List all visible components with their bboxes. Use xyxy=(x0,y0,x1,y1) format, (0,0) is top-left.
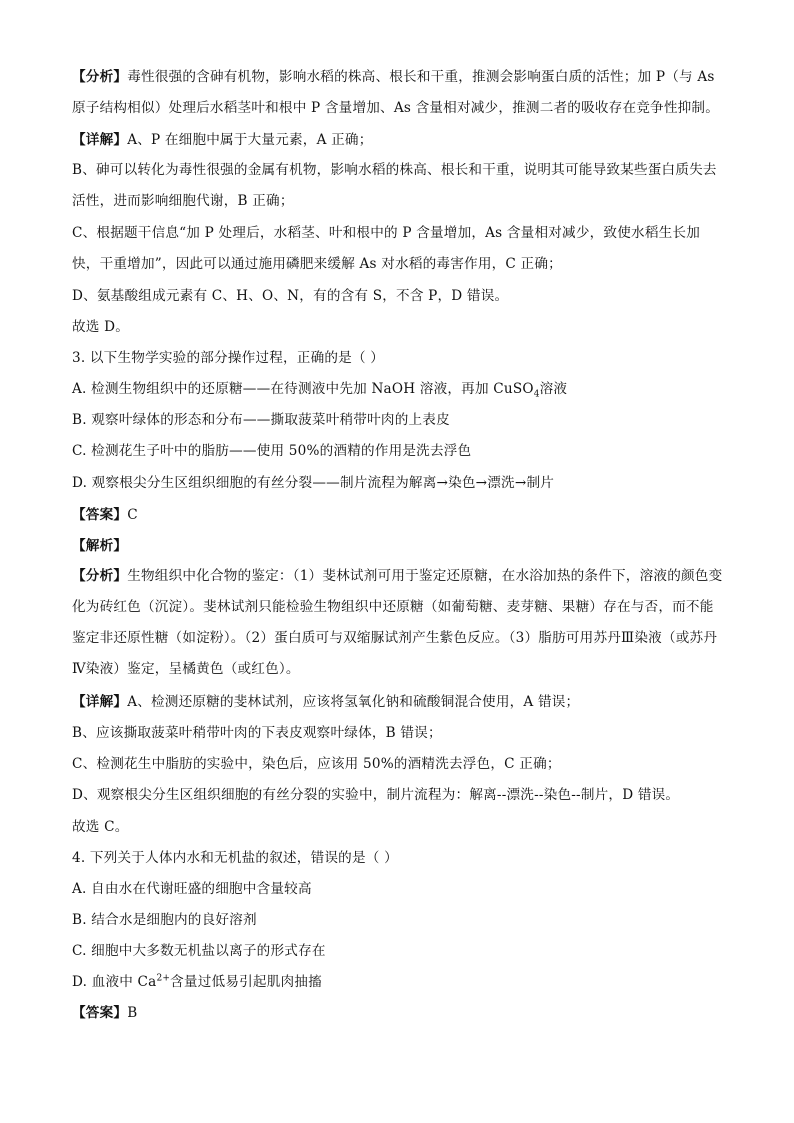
q3-option-a-subscript: 4 xyxy=(533,389,540,400)
q2-conclusion: 故选 D。 xyxy=(72,319,130,335)
q4-answer-value: B xyxy=(127,1005,138,1021)
detail-tag: 【详解】 xyxy=(72,132,128,148)
q3-conclusion: 故选 C。 xyxy=(72,819,129,835)
q3-option-d: D. 观察根尖分生区组织细胞的有丝分裂——制片流程为解离→染色→漂洗→制片 xyxy=(72,475,555,491)
q4-answer xyxy=(72,1003,724,1023)
q4-option-d-tail: 含量过低易引起肌肉抽搐 xyxy=(170,974,322,990)
q2-detail-a-text: A、P 在细胞中属于大量元素，A 正确； xyxy=(127,132,373,148)
q3-answer-value: C xyxy=(127,507,138,523)
q4-stem: 4. 下列关于人体内水和无机盐的叙述，错误的是（ ） xyxy=(72,850,398,866)
q3-detail-a xyxy=(72,692,724,712)
q4-option-d-text: D. 血液中 Ca xyxy=(72,974,157,990)
q3-detail-a-text: A、检测还原糖的斐林试剂，应该将氢氧化钠和硫酸铜混合使用，A 错误； xyxy=(127,694,580,710)
q3-option-a-tail: 溶液 xyxy=(539,381,568,397)
answer-tag: 【答案】 xyxy=(72,1005,128,1021)
q4-option-b: B. 结合水是细胞内的良好溶剂 xyxy=(72,912,257,928)
q4-option-d-superscript: 2+ xyxy=(156,973,171,984)
q3-option-a xyxy=(72,379,724,399)
q3-answer xyxy=(72,505,724,525)
q3-option-b: B. 观察叶绿体的形态和分布——撕取菠菜叶稍带叶肉的上表皮 xyxy=(72,412,450,428)
q4-option-a: A. 自由水在代谢旺盛的细胞中含量较高 xyxy=(72,881,312,897)
q2-detail-a xyxy=(72,130,724,150)
parse-tag: 【解析】 xyxy=(72,538,128,554)
q4-option-d xyxy=(72,972,724,992)
q3-analysis-text: 生物组织中化合物的鉴定：（1）斐林试剂可用于鉴定还原糖，在水浴加热的条件下，溶液的颜色变化为砖红色（沉淀）。斐林试剂只能检验生物组织中还原糖（如葡萄糖、麦芽糖、果糖）存在与否，而不能鉴定非还原性糖（如淀粉）。（2）蛋白质可与双缩脲试剂产生紫色反应。（3）脂肪可用苏丹Ⅲ染液（或苏丹Ⅳ染液）鉴定，呈橘黄色（或红色）。 xyxy=(72,568,723,677)
q4-option-c: C. 细胞中大多数无机盐以离子的形式存在 xyxy=(72,943,326,959)
q2-analysis-text: 毒性很强的含砷有机物，影响水稻的株高、根长和干重，推测会影响蛋白质的活性；加 P（与 As 原子结构相似）处理后水稻茎叶和根中 P 含量增加、As 含量相对减少，推测二者的吸收存在竞争性抑制。 xyxy=(72,69,720,116)
answer-tag: 【答案】 xyxy=(72,507,128,523)
q2-analysis-paragraph xyxy=(72,62,724,124)
q2-detail-b: B、砷可以转化为毒性很强的金属有机物，影响水稻的株高、根长和干重，说明其可能导致某些蛋白质失去活性，进而影响细胞代谢，B 正确； xyxy=(72,162,717,209)
q3-parse-heading xyxy=(72,536,724,556)
q3-detail-d: D、观察根尖分生区组织细胞的有丝分裂的实验中，制片流程为：解离--漂洗--染色--制片，D 错误。 xyxy=(72,787,680,803)
q3-detail-c: C、检测花生中脂肪的实验中，染色后，应该用 50%的酒精洗去浮色，C 正确； xyxy=(72,756,561,772)
detail-tag: 【详解】 xyxy=(72,694,128,710)
q3-option-a-text: A. 检测生物组织中的还原糖——在待测液中先加 NaOH 溶液，再加 CuSO xyxy=(72,381,534,397)
q3-detail-b: B、应该撕取菠菜叶稍带叶肉的下表皮观察叶绿体，B 错误； xyxy=(72,725,442,741)
analysis-tag: 【分析】 xyxy=(72,69,128,85)
q3-stem: 3. 以下生物学实验的部分操作过程，正确的是（ ） xyxy=(72,350,385,366)
q3-option-c: C. 检测花生子叶中的脂肪——使用 50%的酒精的作用是洗去浮色 xyxy=(72,443,472,459)
q2-detail-d: D、氨基酸组成元素有 C、H、O、N，有的含有 S，不含 P，D 错误。 xyxy=(72,288,509,304)
q2-detail-c: C、根据题干信息“加 P 处理后，水稻茎、叶和根中的 P 含量增加，As 含量相对减少，致使水稻生长加快，干重增加”，因此可以通过施用磷肥来缓解 As 对水稻的毒害作用，C 正确； xyxy=(72,225,700,272)
q3-analysis-paragraph xyxy=(72,561,724,685)
analysis-tag: 【分析】 xyxy=(72,568,128,584)
